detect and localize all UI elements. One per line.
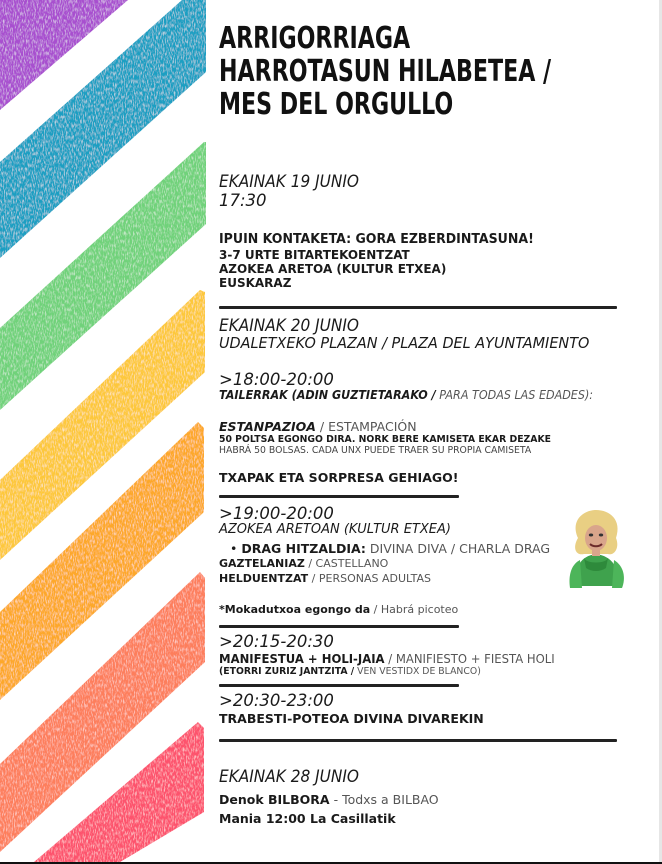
slot2-audience: HELDUENTZAT / PERSONAS ADULTAS (219, 572, 431, 585)
separator (219, 684, 459, 687)
day3-line1: Denok BILBORA - Todxs a BILBAO (219, 792, 439, 807)
bullet-icon: • (230, 541, 242, 556)
day1-age: 3-7 URTE BITARTEKOENTZAT (219, 248, 410, 262)
day2-date: EKAINAK 20 JUNIO (219, 316, 359, 335)
separator (219, 625, 459, 628)
separator (219, 306, 617, 309)
slot1-time: >18:00-20:00 (219, 370, 334, 389)
slot4-event: TRABESTI-POTEOA DIVINA DIVAREKIN (219, 711, 484, 726)
slot1-extra: TXAPAK ETA SORPRESA GEHIAGO! (219, 470, 459, 485)
day2-place: UDALETXEKO PLAZAN / PLAZA DEL AYUNTAMIENTO (219, 334, 590, 352)
rainbow-stripes (0, 0, 210, 862)
slot1-note-eu: 50 POLTSA EGONGO DIRA. NORK BERE KAMISETA EKAR DEZAKE (219, 434, 552, 445)
day1-time: 17:30 (219, 191, 267, 210)
slot2-time: >19:00-20:00 (219, 504, 334, 523)
slot2-snack: *Mokadutxoa egongo da / Habrá picoteo (219, 603, 459, 616)
slot2-language: GAZTELANIAZ / CASTELLANO (219, 557, 389, 570)
slot1-workshop: ESTANPAZIOA / ESTAMPACIÓN (219, 419, 417, 434)
day3-date: EKAINAK 28 JUNIO (219, 767, 359, 786)
day1-language: EUSKARAZ (219, 276, 292, 290)
drag-queen-illustration (560, 508, 632, 592)
day1-date: EKAINAK 19 JUNIO (219, 172, 359, 191)
title-line-2: HARROTASUN HILABETEA / (219, 54, 552, 89)
slot4-time: >20:30-23:00 (219, 691, 334, 710)
slot2-place: AZOKEA ARETOAN (KULTUR ETXEA) (219, 522, 451, 537)
slot3-time: >20:15-20:30 (219, 632, 334, 651)
day3-line2: Mania 12:00 La Casillatik (219, 811, 396, 826)
title-line-3: MES DEL ORGULLO (219, 87, 454, 122)
title-line-1: ARRIGORRIAGA (219, 21, 411, 56)
separator (219, 739, 617, 742)
poster-title (219, 22, 551, 121)
slot1-note-es: HABRÁ 50 BOLSAS. CADA UNX PUEDE TRAER SU PROPIA CAMISETA (219, 445, 532, 456)
slot1-label: TAILERRAK (ADIN GUZTIETARAKO / PARA TODAS LAS EDADES): (219, 388, 594, 402)
separator (219, 495, 459, 498)
day1-place: AZOKEA ARETOA (KULTUR ETXEA) (219, 262, 447, 276)
slot3-event: MANIFESTUA + HOLI-JAIA / MANIFIESTO + FIESTA HOLI (219, 651, 555, 666)
slot3-dress: (ETORRI ZURIZ JANTZITA / VEN VESTIDX DE BLANCO) (219, 666, 481, 677)
day1-event: IPUIN KONTAKETA: GORA EZBERDINTASUNA! (219, 231, 534, 247)
slot2-bullet: • DRAG HITZALDIA: DIVINA DIVA / CHARLA DRAG (230, 541, 551, 556)
